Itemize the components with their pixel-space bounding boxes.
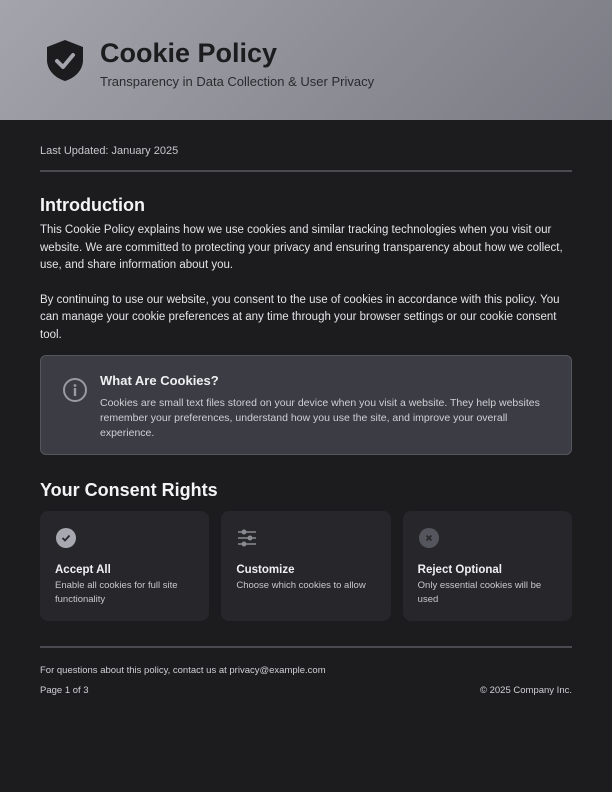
- last-updated: Last Updated: January 2025: [40, 145, 179, 157]
- x-circle-icon: [418, 527, 440, 549]
- info-box: [40, 355, 572, 455]
- page-subtitle: Transparency in Data Collection & User Privacy: [100, 74, 375, 89]
- customize-card[interactable]: [221, 511, 390, 621]
- footer-divider: [40, 646, 572, 648]
- sliders-icon: [236, 527, 258, 549]
- page-title: Cookie Policy: [100, 38, 278, 68]
- info-title: What Are Cookies?: [100, 373, 219, 388]
- footer-contact: For questions about this policy, contact us at privacy@example.com: [40, 665, 326, 676]
- card-title: Customize: [236, 564, 295, 576]
- card-title: Accept All: [55, 564, 111, 576]
- accept-all-card[interactable]: [40, 511, 209, 621]
- card-title: Reject Optional: [417, 564, 503, 576]
- reject-optional-card[interactable]: [403, 511, 572, 621]
- check-circle-icon: [55, 527, 77, 549]
- intro-paragraph: By continuing to use our website, you consent to the use of cookies in accordance with this policy. You can manage your cookie preferences at any time through your browser settings or our cookie consent tool.: [40, 293, 560, 341]
- card-desc: Only essential cookies will be used: [417, 580, 542, 605]
- info-text: Cookies are small text files stored on your device when you visit a website. They help websites remember your preferences, understand how you use the site, and improve your overall experience.: [100, 397, 540, 439]
- info-icon: [62, 377, 88, 403]
- shield-check-icon: [43, 38, 87, 82]
- page-number: Page 1 of 3: [40, 685, 89, 696]
- divider: [40, 170, 572, 172]
- consent-heading: Your Consent Rights: [40, 480, 218, 500]
- copyright: © 2025 Company Inc.: [479, 685, 572, 696]
- intro-paragraph: This Cookie Policy explains how we use cookies and similar tracking technologies when you visit our website. We are committed to protecting your privacy and ensuring transparency about how we collect, use, and share information about you.: [40, 224, 563, 271]
- card-desc: Choose which cookies to allow: [236, 580, 366, 591]
- introduction-heading: Introduction: [40, 195, 145, 215]
- card-desc: Enable all cookies for full site functionality: [55, 580, 178, 605]
- header: [0, 0, 612, 120]
